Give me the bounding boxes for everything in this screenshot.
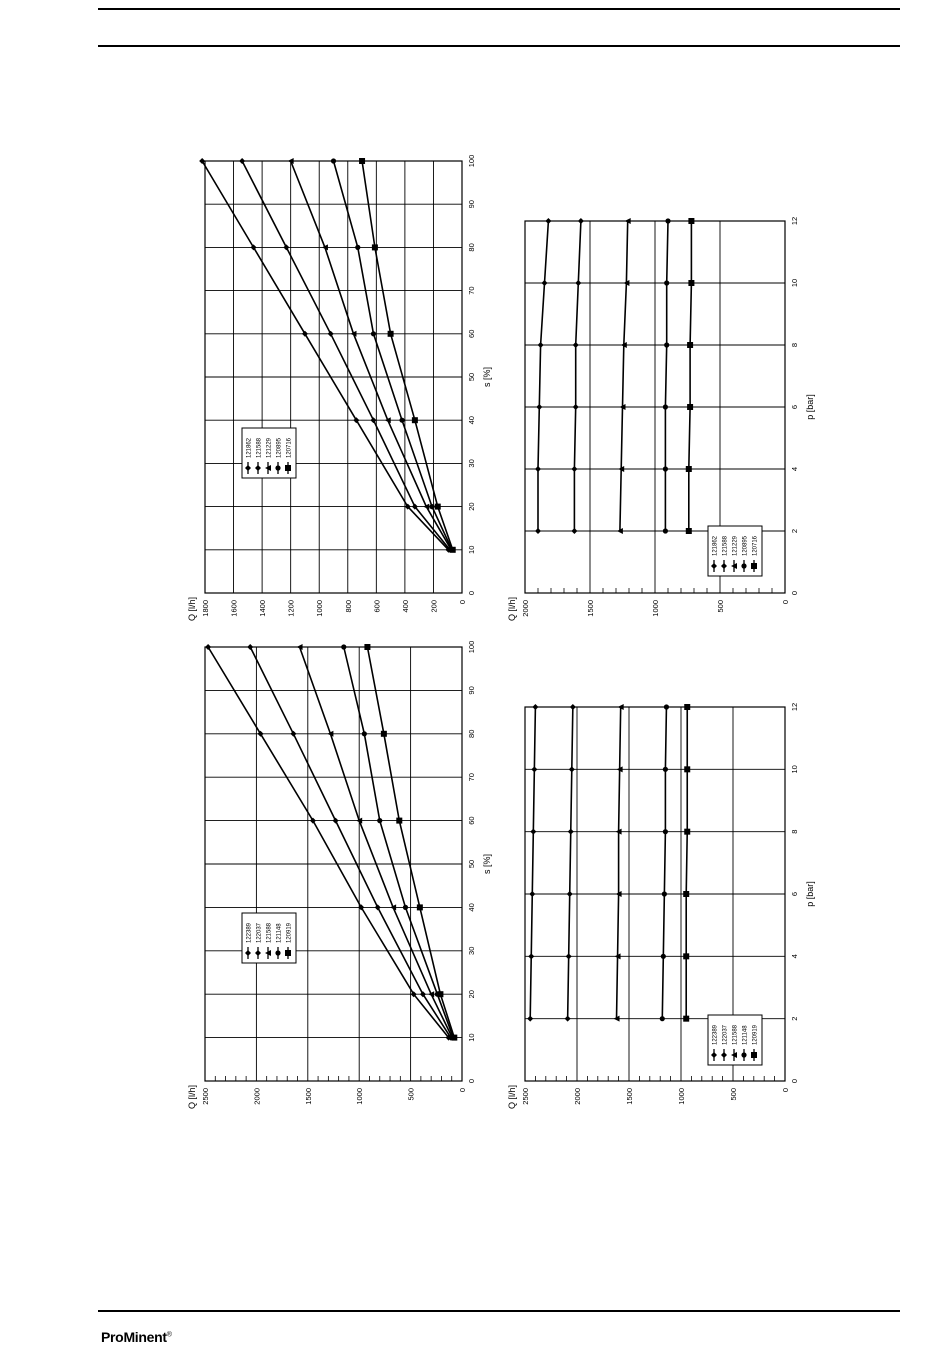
series-121148: [660, 704, 669, 1021]
data-point: [331, 158, 336, 163]
legend-marker: [751, 563, 757, 569]
data-point: [531, 766, 537, 772]
chart-bottom-right: [507, 703, 815, 1109]
y-tick-label: 0: [781, 1088, 790, 1093]
series-line: [689, 221, 692, 531]
y-axis-label: Q [l/h]: [507, 597, 517, 622]
x-tick-label: 30: [467, 459, 476, 468]
data-point: [532, 704, 538, 710]
legend-marker: [275, 465, 280, 470]
data-point: [428, 991, 434, 997]
y-tick-label: 1200: [286, 600, 296, 617]
data-point: [529, 891, 535, 897]
data-point: [388, 331, 394, 337]
legend-marker: [285, 950, 291, 956]
data-point: [660, 1016, 665, 1021]
y-tick-label: 2000: [573, 1088, 582, 1105]
data-point: [375, 904, 381, 910]
y-tick-label: 200: [429, 600, 439, 613]
data-point: [527, 1016, 533, 1022]
series-line: [617, 707, 621, 1019]
y-tick-label: 500: [729, 1088, 738, 1101]
series-122389: [205, 644, 452, 1041]
x-tick-label: 70: [467, 773, 476, 782]
data-point: [535, 528, 541, 534]
y-tick-label: 1000: [677, 1088, 686, 1105]
data-point: [283, 244, 289, 250]
x-tick-label: 90: [467, 686, 476, 695]
y-axis-label: Q [l/h]: [187, 1085, 197, 1110]
series-line: [574, 221, 581, 531]
x-tick-label: 8: [790, 342, 799, 348]
legend: [708, 526, 762, 576]
series-line: [202, 161, 448, 550]
y-axis-label: Q [l/h]: [507, 1085, 517, 1110]
legend-entry: 121588: [732, 1024, 739, 1045]
data-point: [377, 818, 382, 823]
x-tick-label: 90: [467, 200, 476, 209]
x-tick-label: 100: [467, 640, 476, 654]
legend-entry: 120895: [742, 535, 749, 556]
series-line: [620, 221, 628, 531]
legend-entry: 121588: [266, 922, 273, 943]
legend-marker: [275, 950, 280, 955]
data-point: [663, 404, 668, 409]
series-122037: [247, 644, 453, 1041]
series-line: [300, 647, 453, 1038]
data-point: [396, 818, 402, 824]
data-point: [566, 953, 572, 959]
legend-entry: 120919: [752, 1024, 759, 1045]
x-tick-label: 0: [790, 1078, 799, 1084]
series-line: [662, 707, 666, 1019]
chart-top-right: [507, 217, 815, 621]
series-line: [538, 221, 548, 531]
data-point: [573, 404, 579, 410]
data-point: [359, 158, 365, 164]
data-point: [571, 466, 577, 472]
x-axis-label: p [bar]: [805, 394, 815, 420]
x-axis-label: s [%]: [482, 366, 492, 388]
x-tick-label: 50: [467, 859, 476, 869]
x-tick-label: 20: [467, 502, 476, 511]
data-point: [662, 891, 667, 896]
data-point: [333, 818, 339, 824]
data-point: [403, 905, 408, 910]
x-tick-label: 10: [467, 545, 476, 554]
legend-entry: 121588: [722, 535, 729, 556]
y-tick-label: 0: [458, 600, 467, 605]
legend-entry: 121148: [276, 923, 283, 943]
x-tick-label: 0: [467, 590, 476, 596]
series-line: [665, 221, 668, 531]
x-tick-label: 2: [790, 528, 799, 534]
y-tick-label: 500: [406, 1088, 416, 1101]
data-point: [399, 418, 404, 423]
data-point: [684, 829, 690, 835]
data-point: [417, 904, 423, 910]
y-tick-label: 800: [343, 600, 353, 613]
series-121862: [535, 218, 551, 534]
data-point: [364, 644, 370, 650]
y-tick-label: 1400: [258, 600, 268, 617]
series-120895: [331, 158, 455, 552]
legend-marker: [751, 1052, 757, 1058]
legend-entry: 120919: [286, 922, 293, 943]
y-tick-label: 0: [458, 1088, 467, 1093]
legend-entry: 120716: [752, 535, 759, 556]
brand-mark: ®: [166, 1331, 172, 1339]
series-121862: [199, 158, 451, 553]
data-point: [687, 404, 693, 410]
data-point: [290, 731, 296, 737]
data-point: [664, 704, 669, 709]
data-point: [247, 644, 253, 650]
data-point: [429, 504, 434, 509]
data-point: [341, 644, 346, 649]
y-tick-label: 1000: [355, 1088, 365, 1105]
data-point: [665, 218, 670, 223]
brand-name: ProMinent: [101, 1329, 167, 1345]
data-point: [578, 218, 584, 224]
data-point: [536, 404, 542, 410]
data-point: [664, 342, 669, 347]
x-tick-label: 60: [467, 329, 476, 338]
data-point: [371, 331, 376, 336]
data-point: [687, 342, 693, 348]
data-point: [663, 829, 668, 834]
series-line: [530, 707, 535, 1019]
data-point: [688, 280, 694, 286]
series-121588: [614, 704, 624, 1022]
legend-entry: 122389: [246, 922, 253, 943]
legend-entry: 122037: [722, 1024, 729, 1045]
series-121588: [571, 218, 584, 534]
data-point: [435, 504, 441, 510]
data-point: [684, 766, 690, 772]
data-point: [412, 417, 418, 423]
prominent-logo: [101, 1329, 172, 1345]
data-point: [684, 704, 690, 710]
chart-bottom-left: [187, 641, 492, 1109]
x-tick-label: 2: [790, 1016, 799, 1021]
y-tick-label: 1600: [229, 600, 239, 617]
data-point: [545, 218, 551, 224]
legend-entry: 121148: [742, 1025, 749, 1045]
data-point: [686, 466, 692, 472]
data-point: [239, 158, 245, 164]
data-point: [663, 466, 668, 471]
series-121148: [341, 644, 456, 1040]
legend-entry: 120895: [276, 437, 283, 458]
data-point: [688, 218, 694, 224]
data-point: [664, 280, 669, 285]
series-120716: [686, 218, 695, 534]
x-tick-label: 10: [790, 765, 799, 774]
y-tick-label: 2500: [521, 1088, 530, 1105]
x-tick-label: 20: [467, 990, 476, 999]
x-tick-label: 30: [467, 946, 476, 955]
data-point: [538, 342, 544, 348]
data-point: [569, 766, 575, 772]
x-tick-label: 100: [467, 154, 476, 168]
legend-marker: [285, 465, 291, 471]
series-line: [208, 647, 449, 1038]
y-tick-label: 1800: [201, 600, 210, 617]
y-tick-label: 2500: [201, 1088, 210, 1105]
y-axis-label: Q [l/h]: [187, 597, 197, 622]
legend-entry: 121229: [266, 437, 273, 458]
data-point: [451, 1035, 457, 1041]
data-point: [571, 528, 577, 534]
data-point: [661, 954, 666, 959]
legend-marker: [741, 563, 746, 568]
data-point: [683, 891, 689, 897]
x-tick-label: 8: [790, 829, 799, 834]
series-line: [568, 707, 573, 1019]
series-122037: [565, 704, 576, 1022]
data-point: [328, 331, 334, 337]
series-120919: [683, 704, 690, 1022]
data-point: [573, 342, 579, 348]
y-tick-label: 1500: [625, 1088, 634, 1105]
legend-entry: 121229: [732, 535, 739, 556]
legend-marker: [741, 1052, 746, 1057]
x-tick-label: 70: [467, 286, 476, 295]
data-point: [381, 731, 387, 737]
series-121229: [617, 218, 631, 534]
legend-entry: 122389: [712, 1024, 719, 1045]
data-point: [570, 704, 576, 710]
series-line: [250, 647, 450, 1038]
x-tick-label: 50: [467, 372, 476, 382]
data-point: [530, 829, 536, 835]
y-tick-label: 400: [400, 600, 410, 613]
data-point: [437, 991, 443, 997]
series-122389: [527, 704, 538, 1022]
series-121588: [297, 644, 456, 1041]
y-tick-label: 2000: [252, 1088, 262, 1105]
data-point: [568, 829, 574, 835]
legend: [708, 1015, 762, 1065]
x-axis-label: p [bar]: [805, 881, 815, 907]
data-point: [686, 528, 692, 534]
data-point: [567, 891, 573, 897]
legend-entry: 121862: [246, 437, 253, 458]
data-point: [683, 953, 689, 959]
data-point: [535, 466, 541, 472]
data-point: [565, 1016, 571, 1022]
x-tick-label: 0: [790, 590, 799, 596]
y-tick-label: 1500: [303, 1088, 313, 1105]
legend-entry: 122037: [256, 922, 263, 943]
data-point: [528, 953, 534, 959]
legend: [242, 428, 296, 478]
data-point: [683, 1016, 689, 1022]
y-tick-label: 600: [372, 600, 382, 613]
y-tick-label: 500: [716, 600, 725, 613]
y-tick-label: 2000: [521, 600, 530, 617]
y-tick-label: 1000: [315, 600, 325, 617]
data-point: [575, 280, 581, 286]
x-axis-label: s [%]: [482, 853, 492, 875]
x-tick-label: 10: [790, 278, 799, 288]
data-point: [542, 280, 548, 286]
x-tick-label: 10: [467, 1033, 476, 1042]
series-120895: [663, 218, 671, 533]
legend-entry: 121588: [256, 437, 263, 458]
legend: [242, 913, 296, 963]
y-tick-label: 1000: [651, 600, 660, 617]
x-tick-label: 40: [467, 903, 476, 912]
series-120716: [359, 158, 456, 553]
y-tick-label: 1500: [586, 600, 595, 617]
x-tick-label: 6: [790, 891, 799, 897]
legend-entry: 121862: [712, 535, 719, 556]
x-tick-label: 12: [790, 216, 799, 226]
data-point: [663, 528, 668, 533]
data-point: [370, 417, 376, 423]
x-tick-label: 4: [790, 954, 799, 959]
data-point: [423, 504, 429, 510]
x-tick-label: 80: [467, 243, 476, 252]
x-tick-label: 60: [467, 816, 476, 825]
x-tick-label: 40: [467, 416, 476, 425]
chart-top-left: [187, 155, 492, 621]
x-tick-label: 4: [790, 466, 799, 472]
data-point: [362, 731, 367, 736]
data-point: [663, 767, 668, 772]
x-tick-label: 12: [790, 702, 799, 712]
x-tick-label: 6: [790, 404, 799, 410]
x-tick-label: 80: [467, 729, 476, 738]
data-point: [355, 245, 360, 250]
legend-entry: 120716: [286, 437, 293, 458]
data-point: [450, 547, 456, 553]
y-tick-label: 0: [781, 600, 790, 605]
x-tick-label: 0: [467, 1078, 476, 1084]
series-line: [686, 707, 687, 1019]
data-point: [372, 244, 378, 250]
